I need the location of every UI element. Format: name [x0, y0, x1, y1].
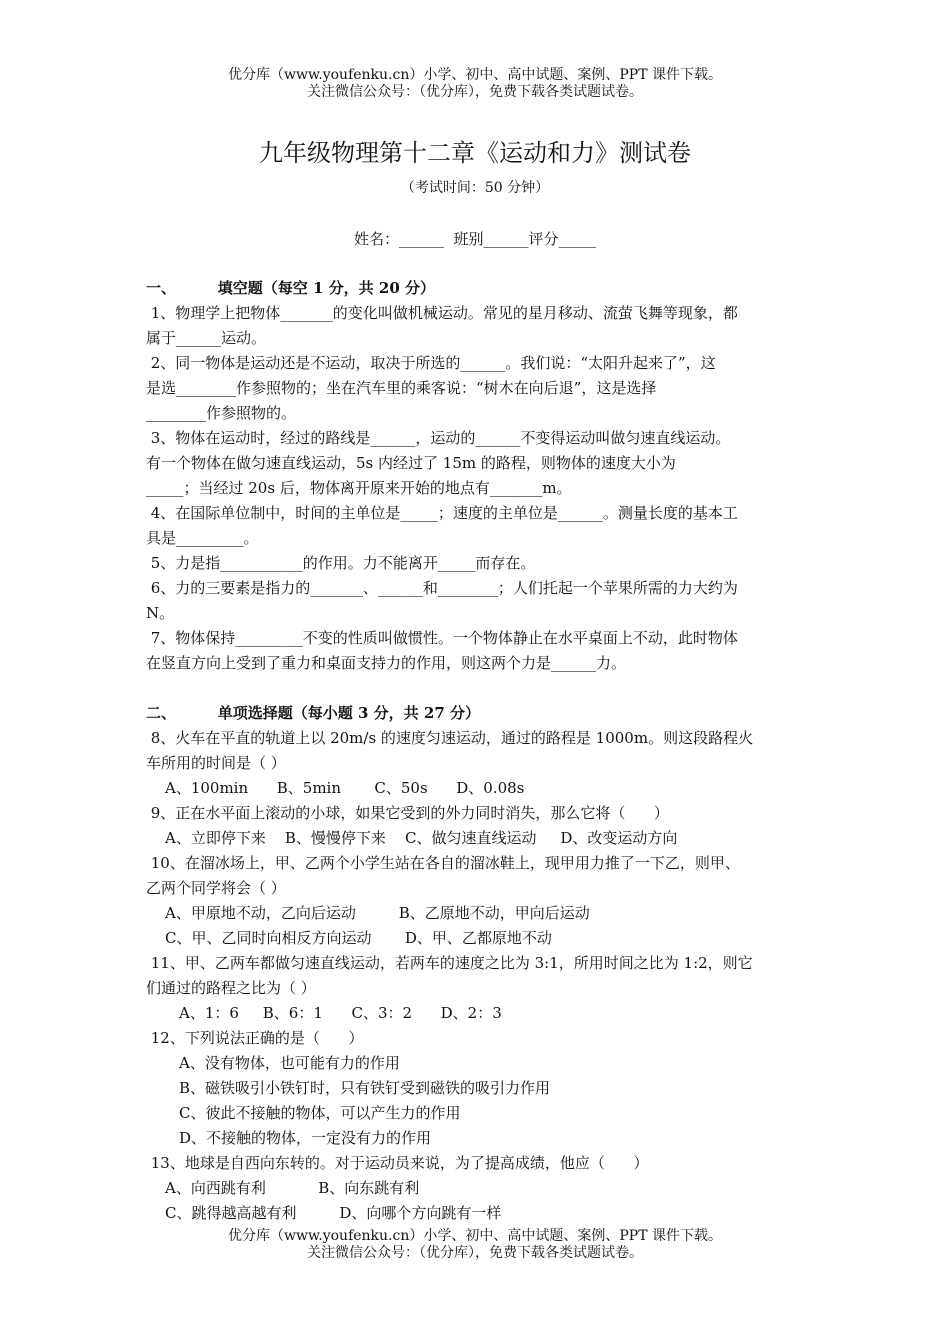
question-12-option: A、没有物体，也可能有力的作用: [179, 1054, 400, 1072]
fill-line: 3、物体在运动时，经过的路线是______，运动的______不变得运动叫做匀速直线运动。: [146, 429, 731, 447]
question-12: 12、下列说法正确的是（ ）: [146, 1029, 364, 1047]
footer-line-2: 关注微信公众号：（优分库），免费下载各类试题试卷。: [307, 1245, 643, 1261]
question-10-cont: 乙两个同学将会（ ）: [146, 879, 286, 897]
question-12-option: D、不接触的物体，一定没有力的作用: [179, 1129, 432, 1147]
question-13-option-row: C、跳得越高越有利 D、向哪个方向跳有一样: [165, 1204, 502, 1222]
exam-time: （考试时间：50 分钟）: [400, 180, 550, 196]
question-12-option: B、磁铁吸引小铁钉时，只有铁钉受到磁铁的吸引力作用: [179, 1079, 551, 1097]
question-9: 9、正在水平面上滚动的小球，如果它受到的外力同时消失，那么它将（ ）: [146, 804, 669, 822]
section-1-body: [146, 301, 810, 676]
question-10: 10、在溜冰场上，甲、乙两个小学生站在各自的溜冰鞋上，现甲用力推了一下乙，则甲、: [146, 854, 740, 872]
fill-line: 属于______运动。: [146, 329, 267, 347]
page-footer: [0, 1228, 950, 1262]
fill-line: 有一个物体在做匀速直线运动，5s 内经过了 15m 的路程，则物体的速度大小为: [146, 454, 676, 472]
header-line-1: 优分库（www.youfenku.cn）小学、初中、高中试题、案例、PPT 课件下载。: [227, 67, 722, 83]
fill-line: 2、同一物体是运动还是不运动，取决于所选的______。我们说：“太阳升起来了”，这: [146, 354, 716, 372]
question-11-cont: 们通过的路程之比为（ ）: [146, 979, 316, 997]
fill-line: 具是_________。: [146, 529, 259, 547]
question-9-options: A、立即停下来 B、慢慢停下来 C、做匀速直线运动 D、改变运动方向: [165, 829, 678, 847]
question-13-option-row: A、向西跳有利 B、向东跳有利: [165, 1179, 420, 1197]
fill-line: 5、力是指___________的作用。力不能离开_____而存在。: [146, 554, 536, 572]
fill-line: _____；当经过 20s 后，物体离开原来开始的地点有_______m。: [146, 479, 572, 497]
question-8: 8、火车在平直的轨道上以 20m/s 的速度匀速运动，通过的路程是 1000m。则这段路程火: [146, 729, 754, 747]
section-spacer: [146, 676, 810, 701]
exam-content: [146, 276, 810, 1226]
section-2-title: 二、 单项选择题（每小题 3 分，共 27 分）: [146, 704, 480, 722]
question-10-option-row: C、甲、乙同时向相反方向运动 D、甲、乙都原地不动: [165, 929, 552, 947]
student-info-line: 姓名：______ 班别______评分_____: [353, 230, 597, 248]
page-header: [0, 67, 950, 101]
fill-line: 4、在国际单位制中，时间的主单位是_____；速度的主单位是______。测量长度的基本工: [146, 504, 738, 522]
fill-line: 在竖直方向上受到了重力和桌面支持力的作用，则这两个力是______力。: [146, 654, 627, 672]
fill-line: 是选________作参照物的；坐在汽车里的乘客说：“树木在向后退”，这是选择: [146, 379, 657, 397]
question-11: 11、甲、乙两车都做匀速直线运动，若两车的速度之比为 3:1，所用时间之比为 1:2，则它: [146, 954, 753, 972]
question-11-options: A、1：6 B、6：1 C、3：2 D、2：3: [179, 1004, 502, 1022]
question-8-cont: 车所用的时间是（ ）: [146, 754, 286, 772]
question-13: 13、地球是自西向东转的。对于运动员来说，为了提高成绩，他应（ ）: [146, 1154, 649, 1172]
section-2-body: [146, 726, 810, 1226]
fill-line: ________作参照物的。: [146, 404, 297, 422]
fill-line: N。: [146, 604, 175, 622]
page-title: 九年级物理第十二章《运动和力》测试卷: [259, 139, 691, 167]
fill-line: 6、力的三要素是指力的_______、______和________；人们托起一个苹果所需的力大约为: [146, 579, 738, 597]
header-line-2: 关注微信公众号：（优分库），免费下载各类试题试卷。: [307, 84, 643, 100]
footer-line-1: 优分库（www.youfenku.cn）小学、初中、高中试题、案例、PPT 课件下载。: [227, 1228, 722, 1244]
question-10-option-row: A、甲原地不动，乙向后运动 B、乙原地不动，甲向后运动: [165, 904, 590, 922]
fill-line: 1、物理学上把物体_______的变化叫做机械运动。常见的星月移动、流萤飞舞等现象，都: [146, 304, 738, 322]
fill-line: 7、物体保持_________不变的性质叫做惯性。一个物体静止在水平桌面上不动，此时物体: [146, 629, 738, 647]
question-8-options: A、100min B、5min C、50s D、0.08s: [165, 779, 525, 797]
section-1-title: 一、 填空题（每空 1 分，共 20 分）: [146, 279, 435, 297]
question-12-option: C、彼此不接触的物体，可以产生力的作用: [179, 1104, 461, 1122]
